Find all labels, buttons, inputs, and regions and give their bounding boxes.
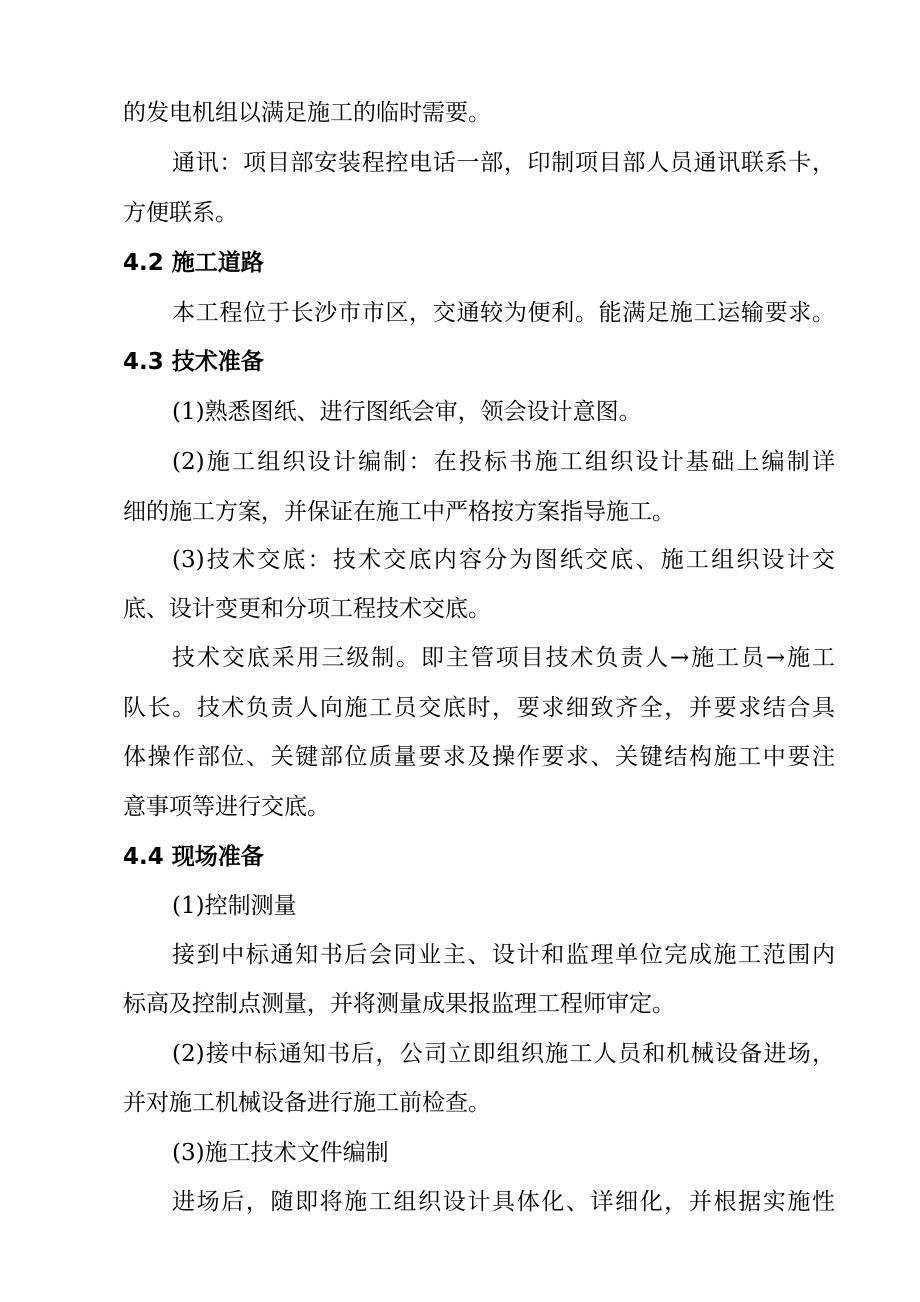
paragraph-line: 的发电机组以满足施工的临时需要。 [123, 100, 491, 126]
paragraph-line: 接到中标通知书后会同业主、设计和监理单位完成施工范围内 [172, 942, 835, 968]
paragraph-line: (3)技术交底：技术交底内容分为图纸交底、施工组织设计交 [172, 547, 835, 573]
paragraph-line: 进场后，随即将施工组织设计具体化、详细化，并根据实施性 [172, 1189, 835, 1215]
paragraph-line: 意事项等进行交底。 [123, 794, 330, 820]
paragraph-line: 细的施工方案，并保证在施工中严格按方案指导施工。 [123, 499, 675, 525]
paragraph-line: (3)施工技术文件编制 [172, 1140, 389, 1166]
paragraph-line: (1)熟悉图纸、进行图纸会审，领会设计意图。 [172, 399, 642, 425]
paragraph-line: 通讯：项目部安装程控电话一部，印制项目部人员通讯联系卡， [172, 150, 835, 176]
paragraph-line: 方便联系。 [123, 200, 238, 226]
paragraph-line: 标高及控制点测量，并将测量成果报监理工程师审定。 [123, 991, 675, 1017]
section-heading: 4.3 技术准备 [123, 349, 264, 375]
paragraph-line: 并对施工机械设备进行施工前检查。 [123, 1090, 491, 1116]
section-heading: 4.4 现场准备 [123, 844, 264, 870]
section-heading: 4.2 施工道路 [123, 250, 264, 276]
paragraph-line: 技术交底采用三级制。即主管项目技术负责人→施工员→施工 [172, 645, 835, 671]
paragraph-line: 队长。技术负责人向施工员交底时，要求细致齐全，并要求结合具 [123, 695, 835, 721]
paragraph-line: 体操作部位、关键部位质量要求及操作要求、关键结构施工中要注 [123, 744, 835, 770]
paragraph-line: 底、设计变更和分项工程技术交底。 [123, 596, 491, 622]
paragraph-line: (2)施工组织设计编制：在投标书施工组织设计基础上编制详 [172, 449, 835, 475]
paragraph-line: (2)接中标通知书后，公司立即组织施工人员和机械设备进场， [172, 1041, 835, 1067]
paragraph-line: (1)控制测量 [172, 893, 297, 919]
paragraph-line: 本工程位于长沙市市区，交通较为便利。能满足施工运输要求。 [172, 300, 835, 326]
